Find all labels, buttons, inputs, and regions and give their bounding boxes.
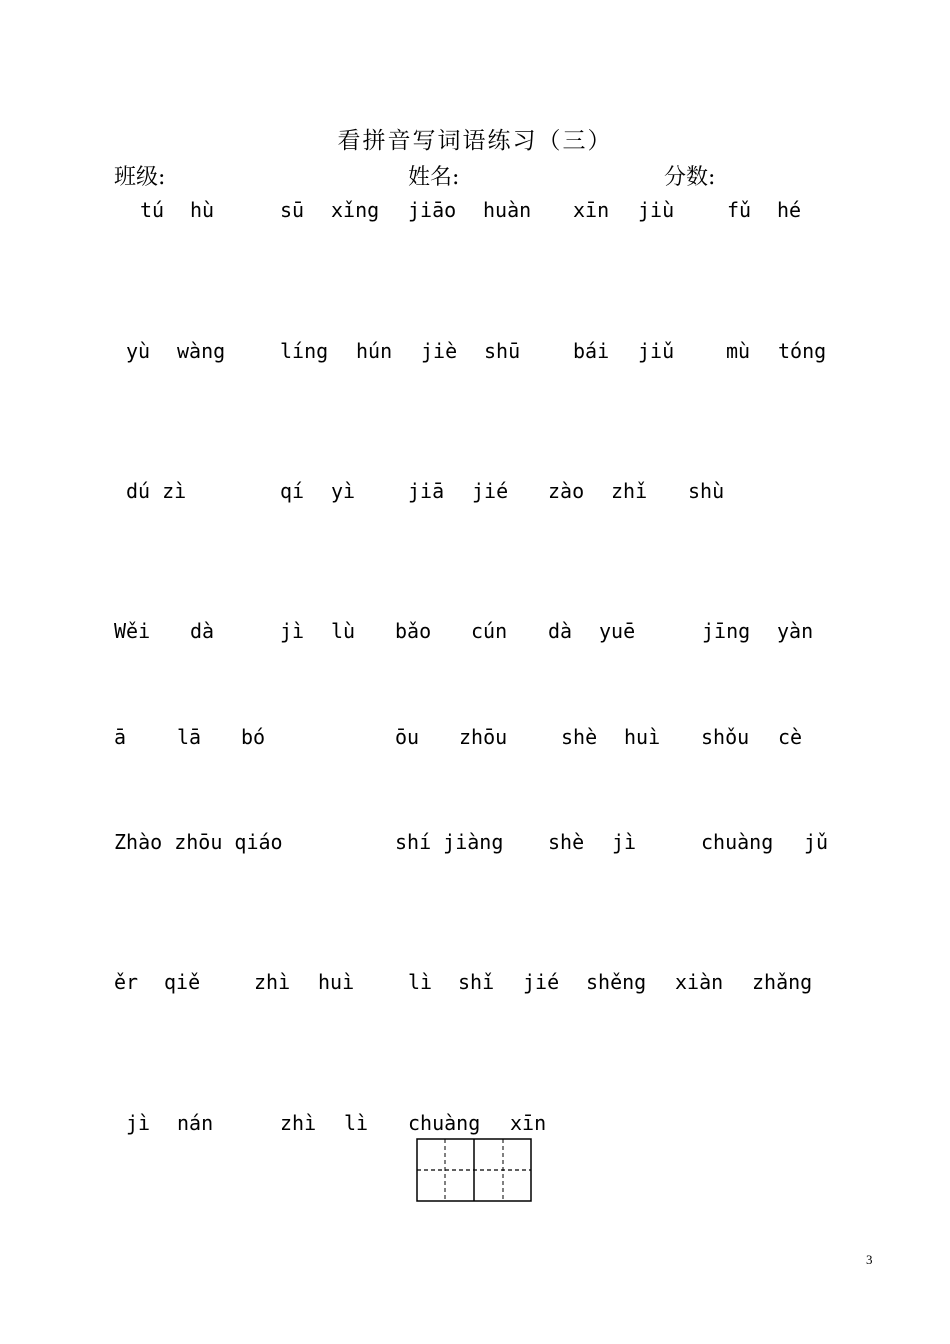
pinyin-word: lā — [177, 725, 202, 749]
pinyin-word: xīn — [510, 1111, 547, 1135]
pinyin-word: hún — [356, 339, 393, 363]
pinyin-word: shè — [561, 725, 598, 749]
pinyin-word: shù — [688, 479, 725, 503]
pinyin-word: jié — [523, 970, 560, 994]
pinyin-word: hù — [190, 198, 215, 222]
pinyin-word: zhì — [280, 1111, 317, 1135]
pinyin-word: shū — [484, 339, 521, 363]
pinyin-word: cè — [778, 725, 803, 749]
pinyin-word: jié — [472, 479, 509, 503]
pinyin-word: shǒu — [701, 725, 750, 749]
writing-grid — [416, 1138, 532, 1202]
pinyin-word: jiè — [421, 339, 458, 363]
pinyin-word: wàng — [177, 339, 226, 363]
pinyin-word: yì — [331, 479, 356, 503]
pinyin-word: zhōu — [459, 725, 508, 749]
pinyin-word: xǐng — [331, 198, 380, 222]
page-number: 3 — [866, 1252, 873, 1267]
name-label: 姓名: — [408, 165, 460, 190]
pinyin-word: nán — [177, 1111, 214, 1135]
pinyin-word: yàn — [777, 619, 814, 643]
pinyin-word: huì — [318, 970, 355, 994]
pinyin-word: shè — [548, 830, 585, 854]
pinyin-word: zào — [548, 479, 585, 503]
pinyin-word: mù — [726, 339, 751, 363]
pinyin-word: chuàng — [408, 1111, 481, 1135]
pinyin-word: shǐ — [458, 970, 495, 994]
pinyin-word: ōu — [395, 725, 420, 749]
pinyin-word: jīng — [702, 619, 751, 643]
pinyin-word: hé — [777, 198, 802, 222]
pinyin-word: jì — [126, 1111, 151, 1135]
pinyin-word: xīn — [573, 198, 610, 222]
pinyin-word: huì — [624, 725, 661, 749]
pinyin-word: lì — [344, 1111, 369, 1135]
pinyin-word: ěr — [114, 970, 139, 994]
pinyin-word: shěng — [586, 970, 647, 994]
pinyin-word: jiā — [408, 479, 445, 503]
pinyin-word: bái — [573, 339, 610, 363]
pinyin-word: líng — [280, 339, 329, 363]
score-label: 分数: — [664, 165, 716, 190]
pinyin-word: yuē — [599, 619, 636, 643]
pinyin-word: dú zì — [126, 479, 187, 503]
pinyin-word: yù — [126, 339, 151, 363]
pinyin-word: dà — [548, 619, 573, 643]
page-title: 看拼音写词语练习（三） — [337, 128, 613, 154]
pinyin-word: Zhào zhōu qiáo — [114, 830, 283, 854]
pinyin-word: bó — [241, 725, 266, 749]
pinyin-word: xiàn — [675, 970, 724, 994]
pinyin-word: huàn — [483, 198, 532, 222]
pinyin-word: shí jiàng — [395, 830, 504, 854]
pinyin-word: jì — [280, 619, 305, 643]
pinyin-word: lù — [331, 619, 356, 643]
pinyin-word: tú — [140, 198, 165, 222]
class-label: 班级: — [114, 165, 166, 190]
pinyin-word: zhì — [254, 970, 291, 994]
pinyin-word: ā — [114, 725, 127, 749]
pinyin-word: jiǔ — [638, 339, 675, 363]
pinyin-word: lì — [408, 970, 433, 994]
pinyin-word: qí — [280, 479, 305, 503]
pinyin-word: zhǎng — [752, 970, 813, 994]
pinyin-word: cún — [471, 619, 508, 643]
pinyin-word: jì — [612, 830, 637, 854]
pinyin-word: qiě — [164, 970, 201, 994]
pinyin-word: dà — [190, 619, 215, 643]
pinyin-word: jiù — [638, 198, 675, 222]
pinyin-word: jiāo — [408, 198, 457, 222]
pinyin-word: tóng — [778, 339, 827, 363]
pinyin-word: sū — [280, 198, 305, 222]
pinyin-word: Wěi — [114, 619, 151, 643]
pinyin-word: chuàng — [701, 830, 774, 854]
pinyin-word: zhǐ — [611, 479, 648, 503]
pinyin-word: fǔ — [727, 198, 752, 222]
pinyin-word: jǔ — [804, 830, 829, 854]
pinyin-word: bǎo — [395, 619, 432, 643]
